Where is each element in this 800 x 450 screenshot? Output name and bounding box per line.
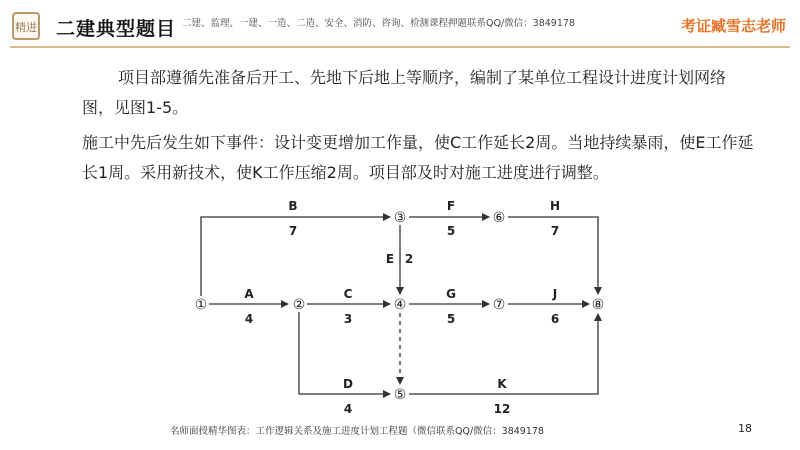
activity-h-label: H [549, 199, 561, 213]
activity-k-label: K [497, 377, 507, 391]
activity-a-label: A [244, 287, 254, 301]
activity-f-label: F [446, 199, 456, 213]
activity-b-duration: 7 [288, 224, 298, 238]
activity-g-label: G [446, 287, 456, 301]
node-1: ① [194, 297, 208, 313]
activity-g-duration: 5 [446, 312, 456, 326]
activity-h-duration: 7 [550, 224, 560, 238]
activity-d-label: D [343, 377, 353, 391]
node-5: ⑤ [393, 387, 407, 403]
paragraph-1: 项目部遵循先准备后开工、先地下后地上等顺序，编制了某单位工程设计进度计划网络图，见图1-5。 [82, 68, 727, 117]
node-3: ③ [393, 210, 407, 226]
node-8: ⑧ [591, 297, 605, 313]
page-number: 18 [738, 422, 752, 435]
brand-name: 考证臧雪志老师 [680, 17, 786, 35]
activity-k-duration: 12 [493, 402, 511, 416]
activity-b-label: B [288, 199, 298, 213]
header-notice: 二建、监理、一建、一造、二造、安全、消防、咨询、检测课程押题联系QQ/微信：3849178 [182, 18, 575, 29]
activity-j-label: J [552, 287, 558, 301]
activity-a-duration: 4 [244, 312, 254, 326]
activity-d-duration: 4 [343, 402, 353, 416]
footer-text: 名师面授精华图表：工作逻辑关系及施工进度计划工程题（微信联系QQ/微信：3849178 [170, 426, 544, 437]
page-title: 二建典型题目 [56, 18, 177, 40]
node-6: ⑥ [492, 210, 506, 226]
activity-c-duration: 3 [343, 312, 353, 326]
node-4: ④ [393, 297, 407, 313]
node-2: ② [292, 297, 306, 313]
activity-j-duration: 6 [550, 312, 560, 326]
activity-f-duration: 5 [446, 224, 456, 238]
activity-c-label: C [343, 287, 353, 301]
node-7: ⑦ [492, 297, 506, 313]
logo: 精进 [12, 12, 40, 40]
paragraph-2-text: 施工中先后发生如下事件：设计变更增加工作量，使C工作延长2周。当地持续暴雨，使E工作延长1周。采用新技术，使K工作压缩2周。项目部及时对施工进度进行调整。 [82, 133, 754, 182]
activity-e-label: E [385, 252, 395, 266]
activity-e-duration: 2 [404, 252, 414, 266]
